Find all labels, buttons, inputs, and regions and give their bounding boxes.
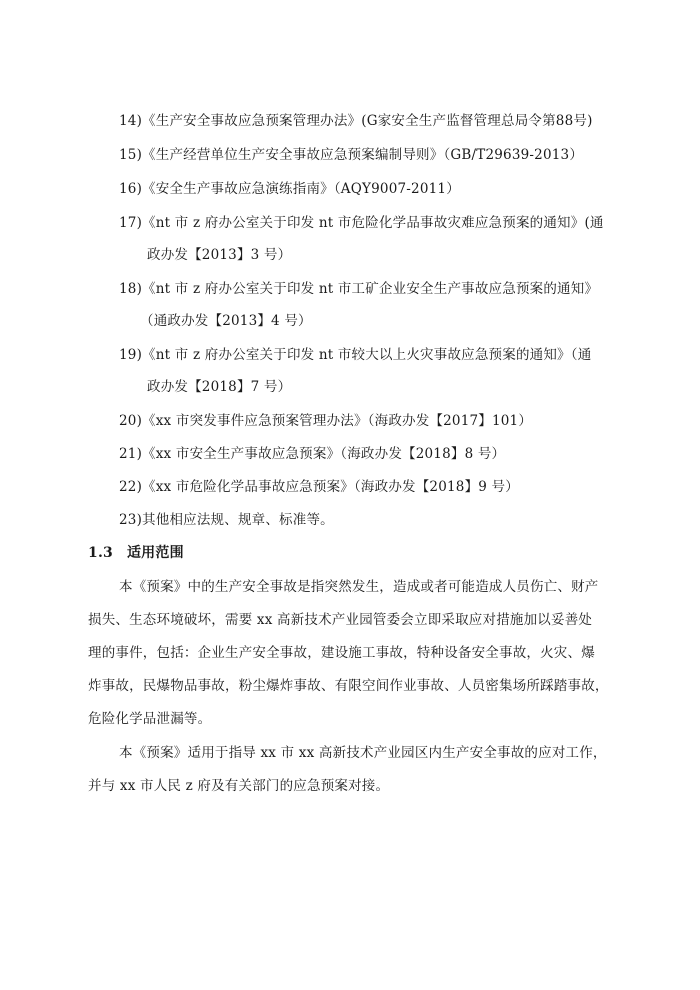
reference-item-23 xyxy=(119,510,334,530)
paragraph-text: 本《预案》中的生产安全事故是指突然发生，造成或者可能造成人员伤亡、财产 xyxy=(119,579,599,595)
reference-item-21 xyxy=(119,444,505,464)
reference-number: 16) xyxy=(119,181,143,197)
paragraph-2-line-1 xyxy=(119,743,607,763)
reference-item-19-continuation xyxy=(147,377,291,397)
reference-text: 《xx 市安全生产事故应急预案》（海政办发【2018】8 号） xyxy=(142,446,506,462)
reference-text: 《nt 市 z 府办公室关于印发 nt 市较大以上火灾事故应急预案的通知》（通 xyxy=(142,347,592,363)
reference-text: 《nt 市 z 府办公室关于印发 nt 市工矿企业安全生产事故应急预案的通知》 xyxy=(142,281,599,297)
reference-number: 22) xyxy=(119,479,143,495)
section-number: 1.3 xyxy=(88,545,113,561)
paragraph-text: 危险化学品泄漏等。 xyxy=(88,711,212,727)
reference-item-14 xyxy=(119,111,593,131)
reference-text: 其他相应法规、规章、标准等。 xyxy=(142,512,334,528)
reference-number: 18) xyxy=(119,281,143,297)
reference-text-continuation: （通政办发【2013】4 号） xyxy=(140,313,312,329)
paragraph-1-line-1 xyxy=(119,577,599,597)
reference-item-18-continuation xyxy=(140,311,312,331)
reference-text: 《生产安全事故应急预案管理办法》(G家安全生产监督管理总局令第88号) xyxy=(142,113,593,129)
reference-number: 20) xyxy=(119,413,143,429)
paragraph-text: 损失、生态环境破坏，需要 xx 高新技术产业园管委会立即采取应对措施加以妥善处 xyxy=(88,612,593,628)
reference-item-17-continuation xyxy=(147,245,291,265)
reference-text-continuation: 政办发【2013】3 号） xyxy=(147,247,292,263)
reference-number: 23) xyxy=(119,512,143,528)
section-title: 适用范围 xyxy=(126,545,184,561)
reference-number: 21) xyxy=(119,446,143,462)
reference-item-18 xyxy=(119,279,598,299)
reference-number: 14) xyxy=(119,113,143,129)
reference-item-20 xyxy=(119,411,532,431)
reference-item-16 xyxy=(119,179,460,199)
paragraph-2-line-2 xyxy=(88,776,389,796)
reference-item-17 xyxy=(119,213,604,233)
section-heading xyxy=(88,543,184,563)
reference-number: 15) xyxy=(119,147,143,163)
reference-text-continuation: 政办发【2018】7 号） xyxy=(147,379,292,395)
reference-number: 17) xyxy=(119,215,143,231)
paragraph-1-line-3 xyxy=(88,643,595,663)
reference-text: 《nt 市 z 府办公室关于印发 nt 市危险化学品事故灾难应急预案的通知》(通 xyxy=(142,215,604,231)
paragraph-text: 并与 xx 市人民 z 府及有关部门的应急预案对接。 xyxy=(88,778,390,794)
paragraph-1-line-2 xyxy=(88,610,592,630)
paragraph-1-line-4 xyxy=(88,676,609,696)
paragraph-1-line-5 xyxy=(88,709,211,729)
paragraph-text: 本《预案》适用于指导 xx 市 xx 高新技术产业园区内生产安全事故的应对工作， xyxy=(119,745,607,761)
reference-text: 《xx 市突发事件应急预案管理办法》（海政办发【2017】101） xyxy=(142,413,533,429)
reference-text: 《xx 市危险化学品事故应急预案》（海政办发【2018】9 号） xyxy=(142,479,519,495)
reference-text: 《安全生产事故应急演练指南》（AQY9007-2011） xyxy=(142,181,460,197)
reference-number: 19) xyxy=(119,347,143,363)
reference-item-15 xyxy=(119,145,583,165)
paragraph-text: 理的事件，包括：企业生产安全事故，建设施工事故，特种设备安全事故，火灾、爆 xyxy=(88,645,595,661)
paragraph-text: 炸事故，民爆物品事故，粉尘爆炸事故、有限空间作业事故、人员密集场所踩踏事故， xyxy=(88,678,609,694)
reference-item-22 xyxy=(119,477,519,497)
reference-item-19 xyxy=(119,345,591,365)
reference-text: 《生产经营单位生产安全事故应急预案编制导则》（GB/T29639-2013） xyxy=(142,147,584,163)
